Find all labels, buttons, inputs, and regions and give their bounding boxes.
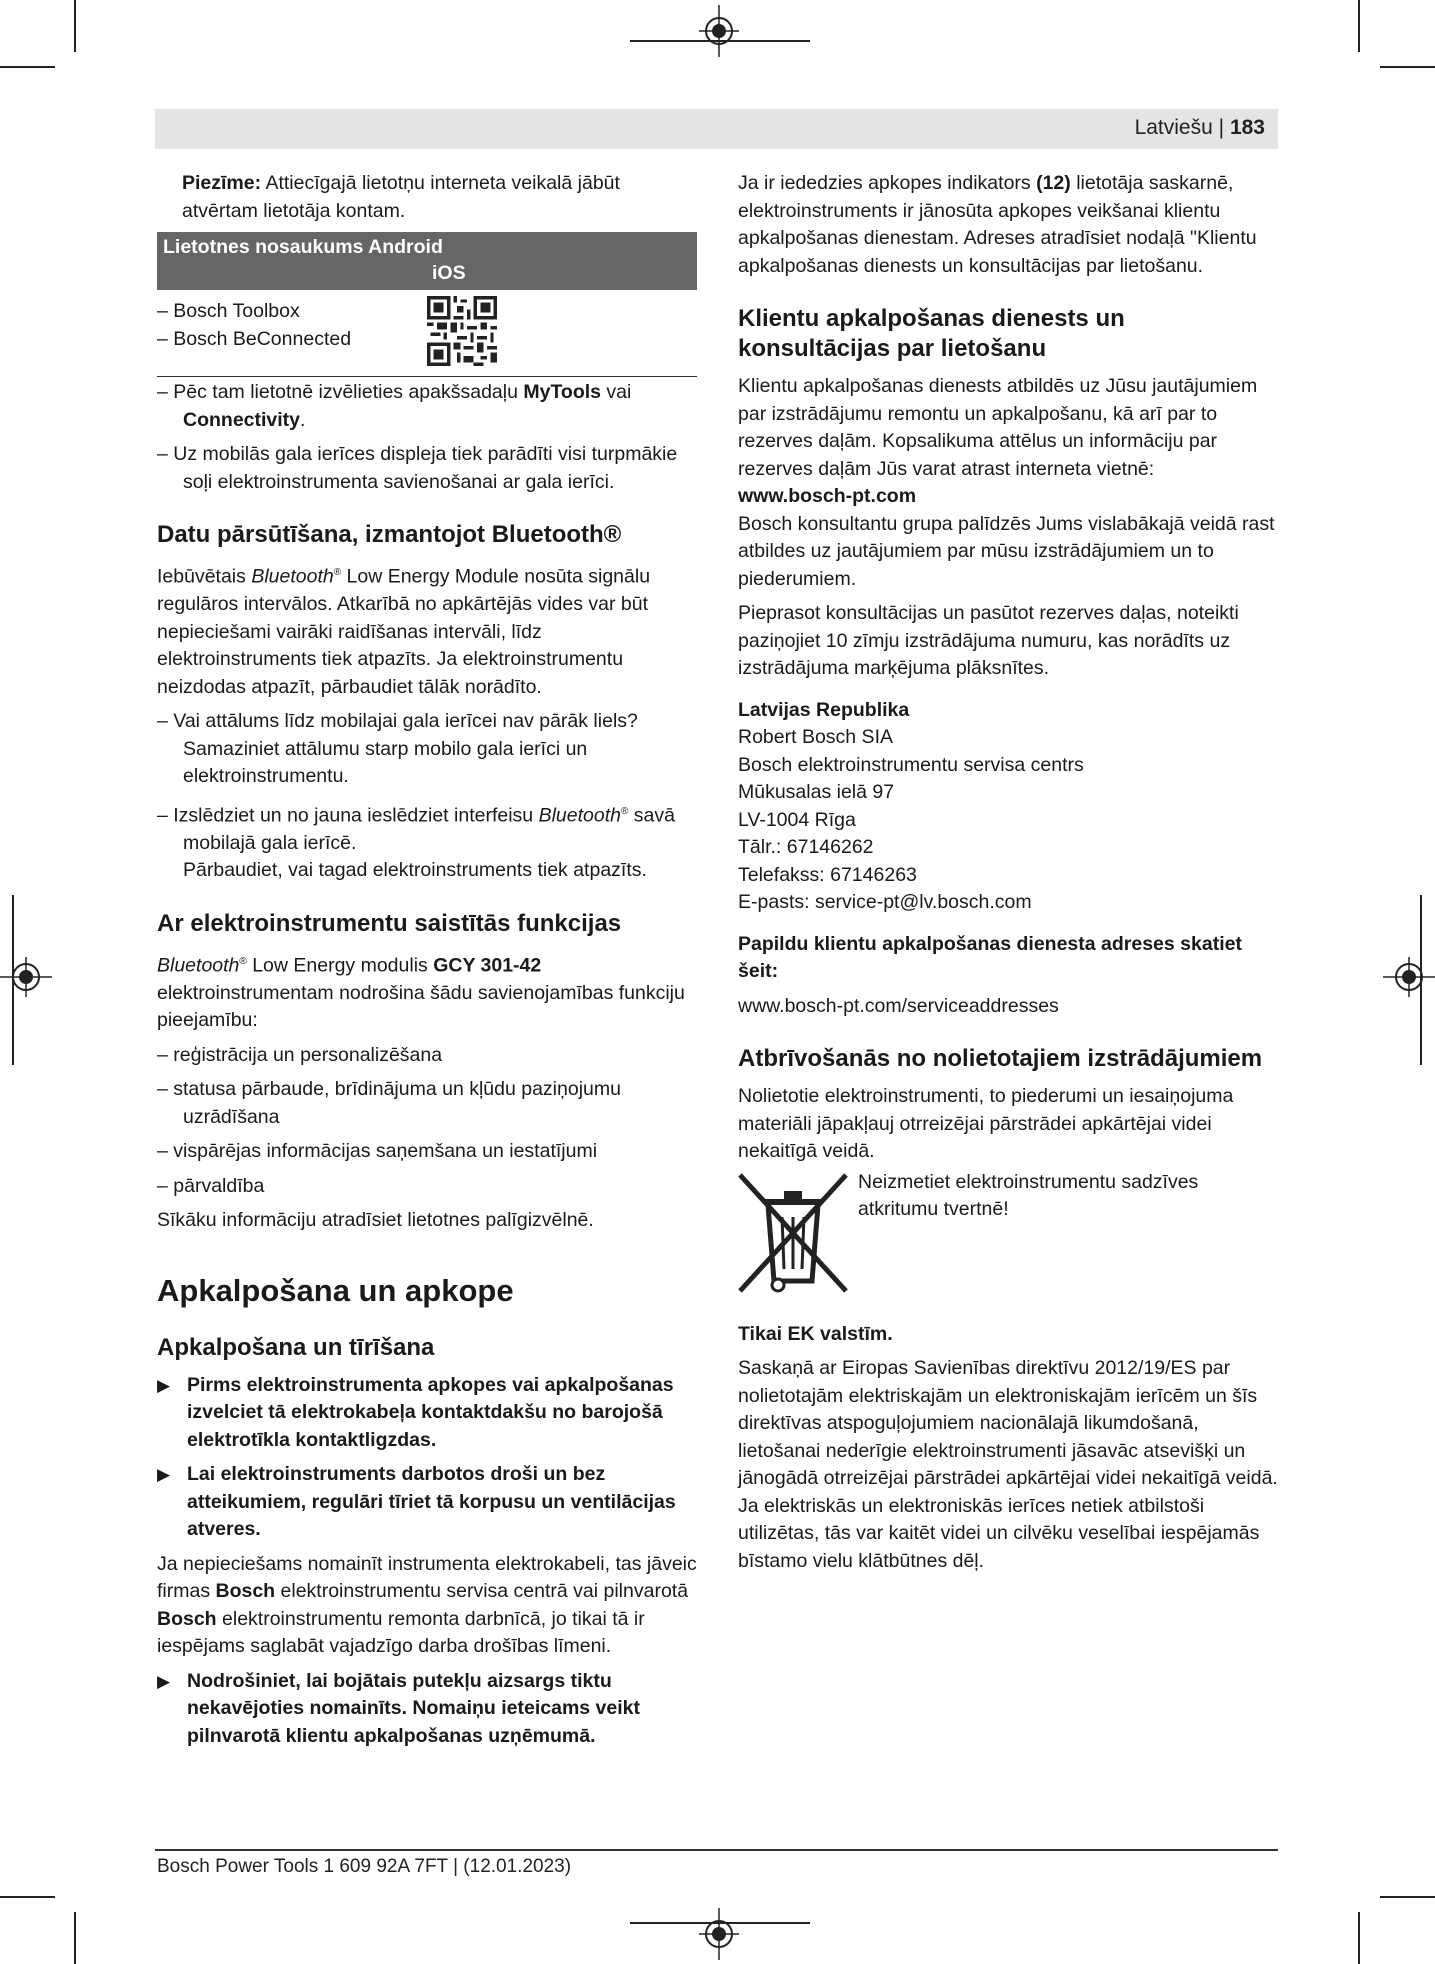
address-block <box>738 697 1278 917</box>
bluetooth-paragraph <box>157 559 697 701</box>
service-a: Ja ir iededzies apkopes indikators <box>738 172 1037 194</box>
crop-mark <box>0 66 55 68</box>
cable-bosch-2: Bosch <box>157 1607 217 1630</box>
warning-unplug <box>157 1372 697 1455</box>
disposal-paragraph: Nolietotie elektroinstrumenti, to piederumi un iesaiņojuma materiāli jāpakļauj otrreizējai pārstrādei apkārtējai videi nekaitīgā veidā. <box>738 1085 1234 1162</box>
crop-mark <box>74 1912 76 1964</box>
registration-mark-icon <box>0 955 52 999</box>
cust-p2: Bosch konsultantu grupa palīdzēs Jums vislabākajā veidā rast atbildes uz jautājumiem par mūsu izstrādājumiem un to piederumiem. <box>738 512 1275 590</box>
bt-item2-reg: ® <box>620 805 629 817</box>
bt-check-interface <box>157 798 697 885</box>
header-separator: | <box>1218 116 1225 139</box>
cable-paragraph <box>157 1551 697 1661</box>
header-bar <box>155 109 1278 149</box>
eu-paragraph-2: Ja elektriskās un elektroniskās ierīces netiek atbilstoši utilizētas, tās var kaitēt videi un cilvēku veselībai iespējamās bīstamo vielu klātbūtnes dēļ. <box>738 1494 1260 1572</box>
app-table-header <box>157 232 697 290</box>
address-line: LV-1004 Rīga <box>738 808 856 831</box>
footer-rule <box>155 1849 1278 1851</box>
step-select-submenu <box>157 379 697 434</box>
step1-mytools: MyTools <box>523 381 602 403</box>
bt-reg: ® <box>333 567 342 578</box>
header-language: Latviešu <box>1134 116 1213 139</box>
cable-c: elektroinstrumentu servisa centrā vai pilnvarotā <box>275 1580 689 1602</box>
app-table <box>157 232 697 377</box>
cable-e: elektroinstrumentu remonta darbnīcā, jo tikai tā ir iespējams saglabāt vajadzīgo darba drošības līmeni. <box>157 1607 645 1657</box>
crop-mark <box>0 1896 55 1898</box>
registration-mark-icon <box>1383 955 1435 999</box>
service-indicator-paragraph <box>738 170 1278 280</box>
bt-item2-d: savā mobilajā gala ierīcē. <box>183 804 675 854</box>
arrow-icon: ▶ <box>157 1465 171 1484</box>
bt-text-d: Low Energy Module nosūta signālu regulāros intervālos. Atkarībā no apkārtējās vides var būt nepieciešami vairāki raidīšanas intervāli, līdz elektroinstruments tiek atpazīts. Ja elektroinstrumentu neizdodas atpazīt, pārbaudiet tālāk norādīto. <box>157 565 651 698</box>
step1-period: . <box>300 408 306 431</box>
func-text-e: elektroinstrumentam nodrošina šādu savienojamības funkciju pieejamību: <box>157 981 685 1031</box>
crop-mark <box>1358 0 1360 52</box>
more-addresses-url[interactable]: www.bosch-pt.com/serviceaddresses <box>738 994 1059 1017</box>
heading-maintenance: Apkalpošana un apkope <box>157 1272 514 1308</box>
customer-paragraph-3: Pieprasot konsultācijas un pasūtot rezerves daļas, noteikti paziņojiet 10 zīmju izstrādājuma numuru, kas norādīts uz izstrādājuma marķējuma plāksnītes. <box>738 602 1239 679</box>
crop-mark <box>74 0 76 52</box>
customer-paragraph-1 <box>738 373 1278 593</box>
func-brand: Bluetooth <box>157 954 240 976</box>
heading-disposal: Atbrīvošanās no nolietotajiem izstrādājumiem <box>738 1045 1263 1072</box>
heading-functions: Ar elektroinstrumentu saistītās funkcijas <box>157 909 622 937</box>
qr-code-icon <box>427 296 497 366</box>
func-item: – statusa pārbaude, brīdinājuma un kļūdu paziņojumu uzrādīšana <box>157 1078 621 1128</box>
cable-a: Ja nepieciešams nomainīt instrumenta elektrokabeli, tas jāveic firmas <box>157 1552 697 1602</box>
heading-customer-service: Klientu apkalpošanas dienests un konsultācijas par lietošanu <box>738 305 1125 362</box>
right-column <box>738 170 1278 1582</box>
note-paragraph <box>157 170 697 225</box>
arrow-icon: ▶ <box>157 1375 171 1395</box>
crop-mark <box>1380 1896 1435 1898</box>
step1-connectivity: Connectivity <box>183 408 301 431</box>
func-item: – vispārējas informācijas saņemšana un iestatījumi <box>157 1140 598 1162</box>
cable-bosch-1: Bosch <box>215 1580 276 1602</box>
address-line: Telefakss: 67146263 <box>738 863 917 886</box>
page-header <box>1135 116 1265 140</box>
func-item: – pārvaldība <box>157 1174 265 1197</box>
page-number: 183 <box>1229 116 1265 139</box>
warning-unplug-text: Pirms elektroinstrumenta apkopes vai apkalpošanas izvelciet tā elektrokabeļa kontaktdakšu no barojošā elektrotīkla kontaktligzdas. <box>187 1373 674 1451</box>
step1-text: – Pēc tam lietotnē izvēlieties apakšsadaļu <box>157 381 524 403</box>
address-line: Tālr.: 67146262 <box>738 836 874 858</box>
eu-paragraph-1: Saskaņā ar Eiropas Savienības direktīvu 2012/19/ES par nolietotajām elektriskajām un elektroniskajām ierīcēm un šīs direktīvas atspoguļojumiem nacionālajā likumdošanā, lietošanai nederīgie elektroinstrumenti jāsavāc atsevišķi un jānogādā otrreizējai pārstrādei apkārtējai videi nekaitīgā veidā. <box>738 1357 1278 1489</box>
arrow-icon: ▶ <box>157 1671 171 1691</box>
func-model: GCY 301-42 <box>433 954 542 976</box>
weee-text: Neizmetiet elektroinstrumentu sadzīves atkritumu tvertnē! <box>858 1170 1199 1220</box>
cust-p1: Klientu apkalpošanas dienests atbildēs uz Jūsu jautājumiem par izstrādājumu remontu un apkalpošanu, kā arī par to rezerves daļām. Kopsalikuma attēlus un informāciju par rezerves daļām Jūs varat atrast interneta vietnē: <box>738 375 1258 480</box>
more-addresses: Papildu klientu apkalpošanas dienesta adreses skatiet šeit: <box>738 932 1242 982</box>
registration-mark-icon <box>697 5 741 57</box>
bt-item2-brand: Bluetooth <box>538 804 621 826</box>
func-reg: ® <box>239 955 247 967</box>
footer-text: Bosch Power Tools 1 609 92A 7FT | (12.01.2023) <box>157 1856 572 1877</box>
bt-item2-a: – Izslēdziet un no jauna ieslēdziet interfeisu <box>157 804 539 826</box>
crop-mark <box>1380 66 1435 68</box>
registration-mark-icon <box>697 1908 741 1960</box>
service-indicator-number: (12) <box>1036 172 1071 194</box>
address-title: Latvijas Republika <box>738 698 910 721</box>
crossed-out-bin-icon <box>734 1169 852 1297</box>
left-column <box>157 170 697 1757</box>
heading-bluetooth: Datu pārsūtīšana, izmantojot Bluetooth® <box>157 521 622 548</box>
app-table-header-android: Lietotnes nosaukums Android <box>163 236 443 258</box>
eu-title: Tikai EK valstīm. <box>738 1322 893 1345</box>
weee-block <box>738 1169 1278 1297</box>
service-c: lietotāja saskarnē, elektroinstruments ir jānosūta apkopes veikšanai klientu apkalpošanas dienestam. Adreses atradīsiet nodaļā "Klientu apkalpošanas dienests un konsultācijas par lietošanu. <box>738 172 1257 277</box>
app-table-header-ios: iOS <box>432 262 466 284</box>
functions-end: Sīkāku informāciju atradīsiet lietotnes palīgizvēlnē. <box>157 1209 594 1231</box>
func-text-c: Low Energy modulis <box>246 954 434 976</box>
app-row-beconnected: – Bosch BeConnected <box>157 327 352 350</box>
warning-dust-guard <box>157 1668 697 1751</box>
bt-brand: Bluetooth <box>251 565 334 588</box>
heading-cleaning: Apkalpošana un tīrīšana <box>157 1333 435 1361</box>
bt-text-a: Iebūvētais <box>157 565 252 588</box>
step-display: – Uz mobilās gala ierīces displeja tiek parādīti visi turpmākie soļi elektroinstrumenta savienošanai ar gala ierīci. <box>157 443 678 493</box>
warning-clean <box>157 1461 697 1544</box>
address-line: Bosch elektroinstrumentu servisa centrs <box>738 753 1084 776</box>
address-email[interactable]: E-pasts: service-pt@lv.bosch.com <box>738 891 1032 913</box>
func-item: – reģistrācija un personalizēšana <box>157 1043 443 1066</box>
bt-check-distance: – Vai attālums līdz mobilajai gala ierīcei nav pārāk liels? Samaziniet attālumu starp mobilo gala ierīci un elektroinstrumentu. <box>157 710 638 787</box>
functions-paragraph <box>157 948 697 1035</box>
step1-or: vai <box>601 381 632 403</box>
bt-item2-e: Pārbaudiet, vai tagad elektroinstruments tiek atpazīts. <box>183 859 647 881</box>
app-row-toolbox: – Bosch Toolbox <box>157 300 300 322</box>
warning-dust-guard-text: Nodrošiniet, lai bojātais putekļu aizsargs tiktu nekavējoties nomainīts. Nomaiņu ieteicams veikt pilnvarotā klientu apkalpošanas uzņēmumā. <box>187 1669 641 1747</box>
app-table-rows <box>157 290 697 376</box>
note-text: Attiecīgajā lietotņu interneta veikalā jābūt atvērtam lietotāja kontam. <box>182 172 620 222</box>
address-line: Mūkusalas ielā 97 <box>738 781 895 803</box>
crop-mark <box>1358 1912 1360 1964</box>
customer-url[interactable]: www.bosch-pt.com <box>738 485 917 507</box>
note-label: Piezīme: <box>182 172 262 194</box>
warning-clean-text: Lai elektroinstruments darbotos droši un bez atteikumiem, regulāri tīriet tā korpusu un ventilācijas atveres. <box>187 1463 676 1540</box>
address-line: Robert Bosch SIA <box>738 726 893 748</box>
